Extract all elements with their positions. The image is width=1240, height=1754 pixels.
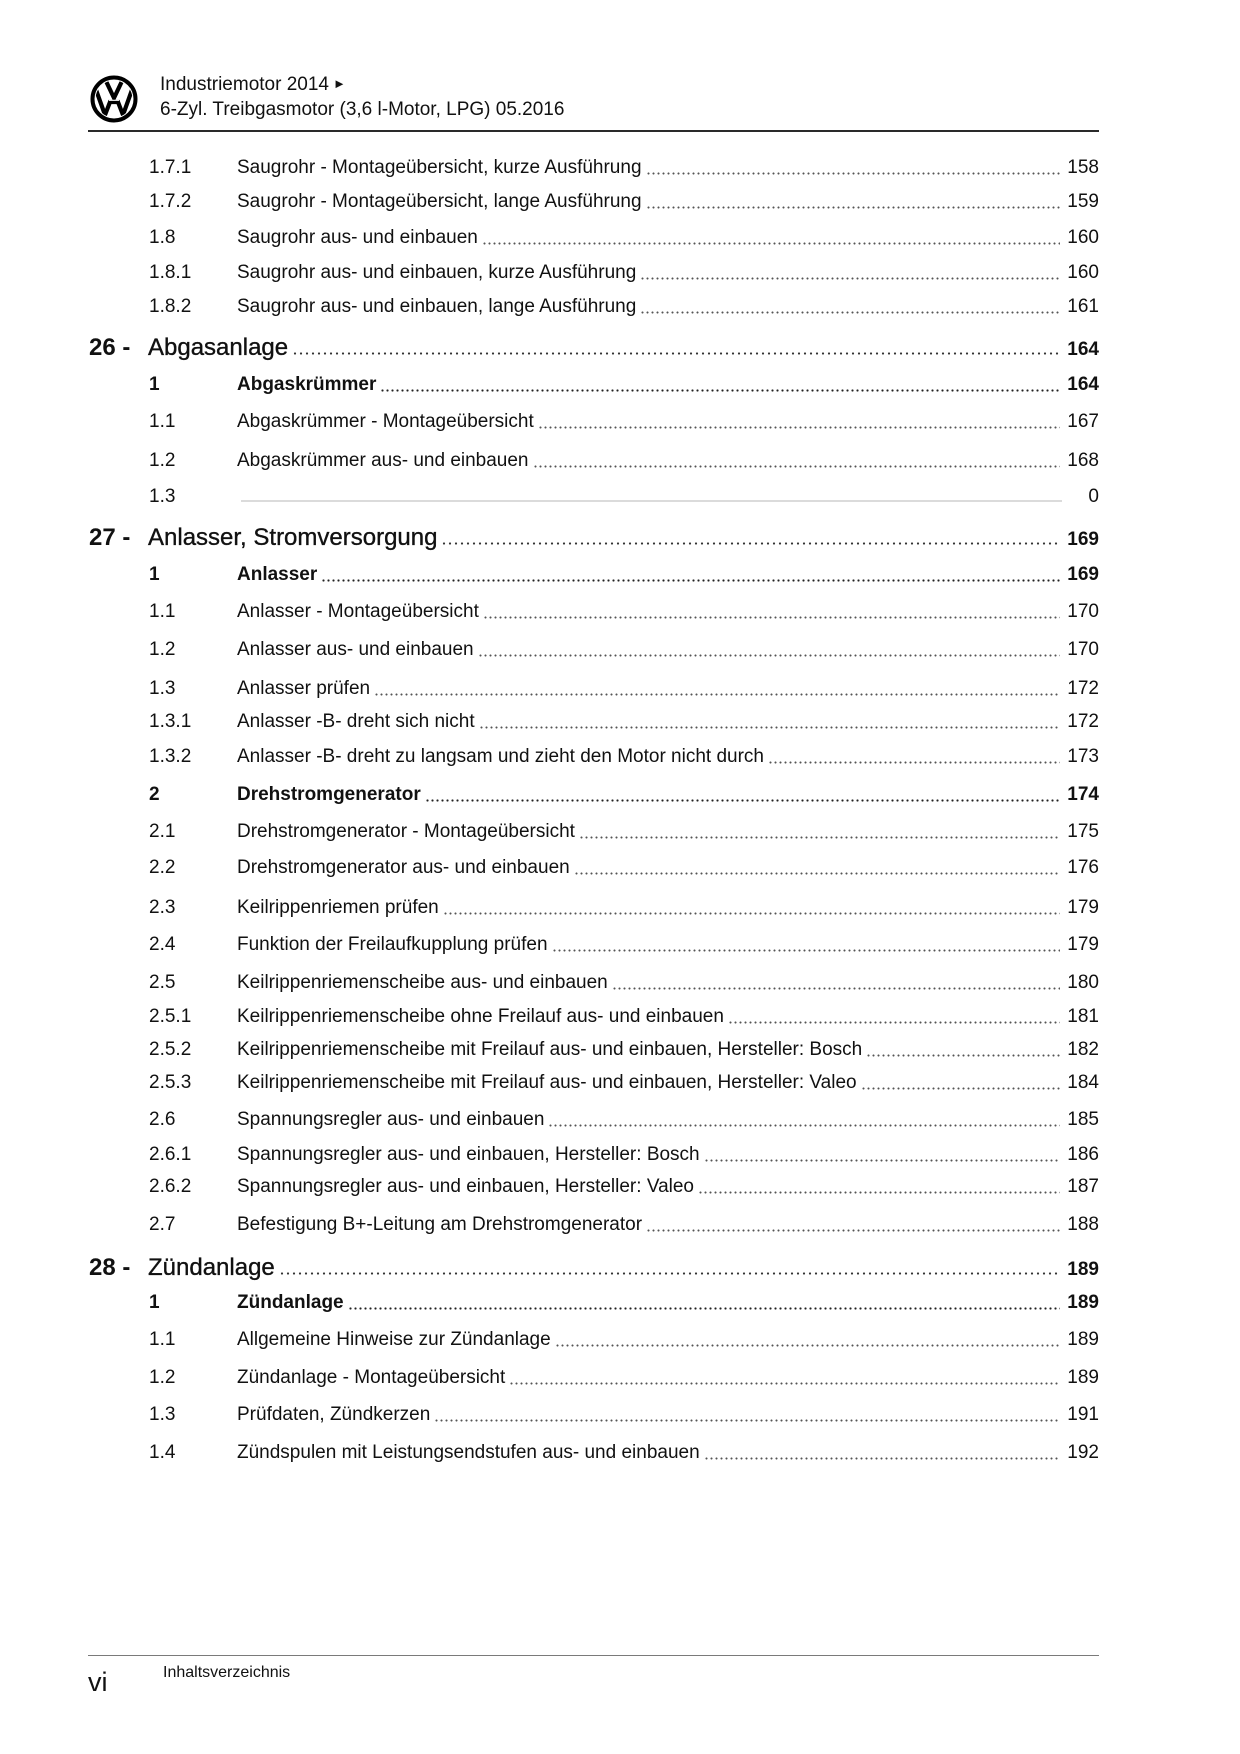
toc-entry-title: Spannungsregler aus- und einbauen, Hersteller: Valeo [237,1176,695,1197]
toc-entry-number: 2.5 [149,972,176,993]
dot-leader [612,971,1061,990]
toc-entry-page: 173 [1067,746,1099,767]
dot-leader [292,334,1060,355]
toc-entry-title: Prüfdaten, Zündkerzen [237,1404,431,1425]
toc-entry-page: 169 [1067,564,1099,585]
toc-entry-number: 2.5.2 [149,1039,192,1060]
toc-entry[interactable] [149,410,1099,434]
toc-entry-number: 2.3 [149,897,176,918]
document-header [160,73,564,122]
dot-leader [646,190,1061,209]
toc-entry-page: 176 [1067,857,1099,878]
dot-leader [538,410,1061,429]
toc-entry-page: 189 [1067,1367,1099,1388]
toc-entry-number: 1.8.1 [149,262,192,283]
toc-entry-number: 1.3.2 [149,746,192,767]
dot-leader [482,226,1060,245]
toc-entry-title: Saugrohr aus- und einbauen [237,227,478,248]
header-model: Industriemotor 2014 [160,74,329,95]
toc-entry-number: 27 - [89,524,131,551]
toc-entry[interactable] [149,971,1099,995]
toc-entry[interactable] [149,156,1099,180]
dot-leader [478,638,1061,657]
dot-leader [479,710,1061,729]
dot-leader [640,295,1060,314]
toc-entry-page: 191 [1067,1404,1099,1425]
toc-entry-page: 192 [1067,1442,1099,1463]
toc-entry-title: Abgaskrümmer [237,374,377,395]
toc-entry[interactable] [149,933,1099,957]
toc-entry-page: 0 [1088,486,1099,507]
toc-entry-title: Abgaskrümmer - Montageübersicht [237,411,534,432]
toc-chapter-entry[interactable] [89,524,1099,552]
toc-entry[interactable] [149,190,1099,214]
toc-entry[interactable] [149,1005,1099,1029]
toc-entry-number: 1.2 [149,1367,176,1388]
dot-leader [768,745,1060,764]
toc-entry-title: Anlasser prüfen [237,678,371,699]
toc-entry[interactable] [149,449,1099,473]
toc-entry-number: 2.4 [149,934,176,955]
toc-entry-number: 1.3.1 [149,711,192,732]
toc-entry[interactable] [149,226,1099,250]
dot-leader [728,1005,1060,1024]
toc-entry-title: Keilrippenriemen prüfen [237,897,439,918]
toc-entry-number: 1.7.1 [149,157,192,178]
toc-entry[interactable] [149,896,1099,920]
toc-entry-page: 186 [1067,1144,1099,1165]
header-line-1 [160,73,564,98]
toc-entry-title: Abgasanlage [148,334,289,361]
dot-leader [704,1143,1061,1162]
toc-entry-page: 189 [1067,1259,1099,1280]
arrow-right-icon: ► [333,76,346,91]
toc-entry[interactable] [149,1038,1099,1062]
header-divider [88,130,1099,132]
dot-leader [443,896,1061,915]
toc-entry-number: 26 - [89,334,131,361]
toc-entry-title: Befestigung B+-Leitung am Drehstromgenerator [237,1214,643,1235]
dot-leader [548,1108,1060,1127]
toc-entry-title: Saugrohr aus- und einbauen, lange Ausführung [237,296,637,317]
toc-entry-number: 2 [149,784,160,805]
toc-entry-page: 159 [1067,191,1099,212]
dot-leader [483,600,1060,619]
dot-leader [348,1291,1061,1310]
toc-entry-title: Anlasser [237,564,318,585]
toc-entry[interactable] [149,1366,1099,1390]
toc-entry-number: 1.3 [149,486,176,507]
dot-leader [861,1071,1061,1090]
dot-leader [866,1038,1060,1057]
dot-leader [555,1328,1061,1347]
toc-entry-title: Zündspulen mit Leistungsendstufen aus- und einbauen [237,1442,700,1463]
toc-entry[interactable] [149,295,1099,319]
toc-entry[interactable] [149,1175,1099,1199]
dot-leader [509,1366,1060,1385]
dot-leader [574,856,1061,875]
dot-leader [704,1441,1061,1460]
toc-entry[interactable] [149,820,1099,844]
toc-entry-number: 2.7 [149,1214,176,1235]
toc-chapter-entry[interactable] [89,1254,1099,1282]
toc-section-entry[interactable] [149,373,1099,397]
dot-leader [552,933,1061,952]
toc-entry[interactable] [149,1403,1099,1427]
toc-entry[interactable] [149,1441,1099,1465]
toc-entry[interactable] [149,485,1099,509]
toc-entry-title: Saugrohr - Montageübersicht, lange Ausführung [237,191,642,212]
toc-entry-page: 182 [1067,1039,1099,1060]
toc-entry-page: 160 [1067,227,1099,248]
footer-divider [88,1655,1099,1656]
toc-entry[interactable] [149,856,1099,880]
toc-entry[interactable] [149,677,1099,701]
toc-entry-title: Spannungsregler aus- und einbauen, Hersteller: Bosch [237,1144,700,1165]
dot-leader [279,1254,1061,1275]
dot-leader [640,261,1060,280]
toc-entry-title: Abgaskrümmer aus- und einbauen [237,450,529,471]
toc-entry-page: 185 [1067,1109,1099,1130]
toc-entry-page: 179 [1067,897,1099,918]
toc-entry-page: 160 [1067,262,1099,283]
toc-entry-number: 1.4 [149,1442,176,1463]
dot-leader [646,1213,1060,1232]
toc-entry-page: 164 [1067,374,1099,395]
toc-entry-number: 1 [149,1292,160,1313]
toc-entry-number: 2.2 [149,857,176,878]
toc-entry-number: 1 [149,564,160,585]
toc-entry-number: 2.6.1 [149,1144,192,1165]
toc-entry-title: Anlasser, Stromversorgung [148,524,438,551]
toc-entry-page: 180 [1067,972,1099,993]
toc-entry-number: 1.1 [149,1329,176,1350]
toc-entry-title: Anlasser -B- dreht zu langsam und zieht den Motor nicht durch [237,746,764,767]
toc-entry-title: Saugrohr aus- und einbauen, kurze Ausführung [237,262,637,283]
toc-entry-title: Anlasser - Montageübersicht [237,601,479,622]
toc-entry-page: 189 [1067,1292,1099,1313]
toc-entry-number: 2.6 [149,1109,176,1130]
toc-entry-number: 1.3 [149,678,176,699]
toc-entry-page: 179 [1067,934,1099,955]
toc-entry-page: 181 [1067,1006,1099,1027]
toc-entry[interactable] [149,638,1099,662]
toc-entry-title: Keilrippenriemenscheibe ohne Freilauf aus- und einbauen [237,1006,724,1027]
toc-entry[interactable] [149,745,1099,769]
toc-entry-title: Keilrippenriemenscheibe mit Freilauf aus- und einbauen, Hersteller: Bosch [237,1039,863,1060]
toc-entry-number: 2.1 [149,821,176,842]
toc-section-entry[interactable] [149,783,1099,807]
toc-entry-page: 189 [1067,1329,1099,1350]
toc-entry[interactable] [149,1143,1099,1167]
toc-entry-number: 1.2 [149,639,176,660]
toc-entry-title: Allgemeine Hinweise zur Zündanlage [237,1329,551,1350]
toc-entry-page: 164 [1067,339,1099,360]
footer-section-title: Inhaltsverzeichnis [163,1664,291,1681]
toc-entry-number: 1.1 [149,601,176,622]
toc-entry[interactable] [149,261,1099,285]
toc-entry-title: Anlasser -B- dreht sich nicht [237,711,475,732]
toc-entry-title: Keilrippenriemenscheibe mit Freilauf aus- und einbauen, Hersteller: Valeo [237,1072,857,1093]
toc-entry-title: Zündanlage - Montageübersicht [237,1367,506,1388]
toc-entry-page: 172 [1067,678,1099,699]
vw-logo-icon [90,75,138,123]
toc-entry-title: Funktion der Freilaufkupplung prüfen [237,934,548,955]
toc-entry-number: 2.6.2 [149,1176,192,1197]
dot-leader [425,783,1061,802]
toc-entry-page: 188 [1067,1214,1099,1235]
toc-entry-page: 170 [1067,639,1099,660]
toc-entry[interactable] [149,710,1099,734]
dot-leader [579,820,1060,839]
toc-entry-title: Saugrohr - Montageübersicht, kurze Ausführung [237,157,642,178]
toc-entry-number: 1.8.2 [149,296,192,317]
toc-entry-title: Drehstromgenerator aus- und einbauen [237,857,570,878]
toc-entry-page: 158 [1067,157,1099,178]
dot-leader [321,563,1060,582]
toc-entry-page: 184 [1067,1072,1099,1093]
header-line-2: 6-Zyl. Treibgasmotor (3,6 l-Motor, LPG) 05.2016 [160,99,565,120]
toc-entry-number: 1.1 [149,411,176,432]
toc-entry-number: 1.7.2 [149,191,192,212]
toc-entry-page: 172 [1067,711,1099,732]
dot-leader [434,1403,1060,1422]
dot-leader [533,449,1061,468]
toc-entry-number: 1.8 [149,227,176,248]
toc-entry-title: Drehstromgenerator - Montageübersicht [237,821,575,842]
dot-leader [380,373,1060,392]
page-number: vi [88,1667,108,1697]
toc-entry[interactable] [149,600,1099,624]
toc-entry-title: Spannungsregler aus- und einbauen [237,1109,545,1130]
dot-leader [441,524,1060,545]
toc-entry[interactable] [149,1108,1099,1132]
dot-leader [698,1175,1060,1194]
toc-entry[interactable] [149,1213,1099,1237]
toc-entry-page: 169 [1067,529,1099,550]
toc-entry-title: Zündanlage [237,1292,344,1313]
toc-entry-title: Drehstromgenerator [237,784,421,805]
toc-entry-number: 1.2 [149,450,176,471]
toc-section-entry[interactable] [149,563,1099,587]
toc-entry-number: 1.3 [149,1404,176,1425]
toc-entry[interactable] [149,1328,1099,1352]
toc-entry-number: 2.5.1 [149,1006,192,1027]
toc-entry-page: 167 [1067,411,1099,432]
toc-entry-page: 161 [1067,296,1099,317]
toc-entry-title: Anlasser aus- und einbauen [237,639,474,660]
toc-chapter-entry[interactable] [89,334,1099,362]
toc-entry-number: 28 - [89,1254,131,1281]
dot-leader [374,677,1060,696]
dot-leader [646,156,1061,175]
toc-entry-page: 168 [1067,450,1099,471]
dot-leader [241,485,1062,502]
toc-entry-number: 2.5.3 [149,1072,192,1093]
toc-entry-title: Zündanlage [148,1254,275,1281]
toc-entry-page: 187 [1067,1176,1099,1197]
toc-entry-number: 1 [149,374,160,395]
toc-entry-title: Keilrippenriemenscheibe aus- und einbauen [237,972,608,993]
toc-entry[interactable] [149,1071,1099,1095]
toc-section-entry[interactable] [149,1291,1099,1315]
toc-entry-page: 175 [1067,821,1099,842]
toc-entry-page: 174 [1067,784,1099,805]
toc-entry-page: 170 [1067,601,1099,622]
